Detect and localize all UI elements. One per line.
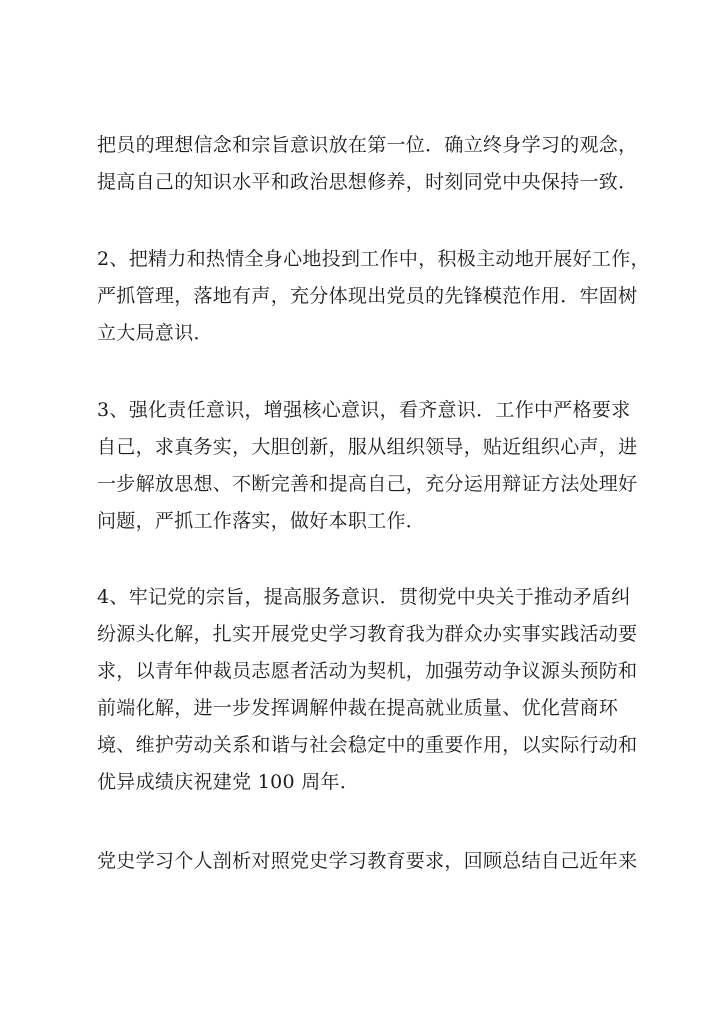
paragraph-line: 一步解放思想、不断完善和提高自己，充分运用辩证方法处理好: [97, 473, 638, 495]
paragraph-line: 自己，求真务实，大胆创新，服从组织领导，贴近组织心声，进: [97, 436, 638, 458]
paragraph-item-4: [97, 579, 645, 801]
paragraph-line: 4、牢记党的宗旨，提高服务意识．贯彻党中央关于推动矛盾纠: [97, 586, 631, 608]
paragraph-line: 求，以青年仲裁员志愿者活动为契机，加强劳动争议源头预防和: [97, 660, 638, 682]
paragraph-line: 前端化解，进一步发挥调解仲裁在提高就业质量、优化营商环: [97, 697, 619, 719]
paragraph-line: 纷源头化解，扎实开展党史学习教育我为群众办实事实践活动要: [97, 623, 638, 645]
paragraph-party-ideals: [97, 127, 645, 201]
paragraph-line: 党史学习个人剖析对照党史学习教育要求，回顾总结自己近年来: [97, 850, 638, 872]
paragraph-line: 优异成绩庆祝建党 100 周年．: [97, 771, 360, 793]
paragraph-item-3: [97, 392, 645, 540]
paragraph-item-2: [97, 241, 650, 352]
paragraph-line: 3、强化责任意识，增强核心意识，看齐意识．工作中严格要求: [97, 399, 631, 421]
paragraph-line: 问题，严抓工作落实，做好本职工作．: [97, 510, 426, 532]
paragraph-line: 立大局意识．: [97, 322, 213, 344]
paragraph-line: 把员的理想信念和宗旨意识放在第一位．确立终身学习的观念，: [97, 134, 638, 156]
paragraph-self-analysis: [97, 843, 645, 880]
paragraph-line: 境、维护劳动关系和谐与社会稳定中的重要作用，以实际行动和: [97, 734, 638, 756]
paragraph-line: 2、把精力和热情全身心地投到工作中，积极主动地开展好工作，: [97, 248, 650, 270]
paragraph-line: 提高自己的知识水平和政治思想修养，时刻同党中央保持一致．: [97, 171, 638, 193]
paragraph-line: 严抓管理，落地有声，充分体现出党员的先锋模范作用．牢固树: [97, 285, 638, 307]
